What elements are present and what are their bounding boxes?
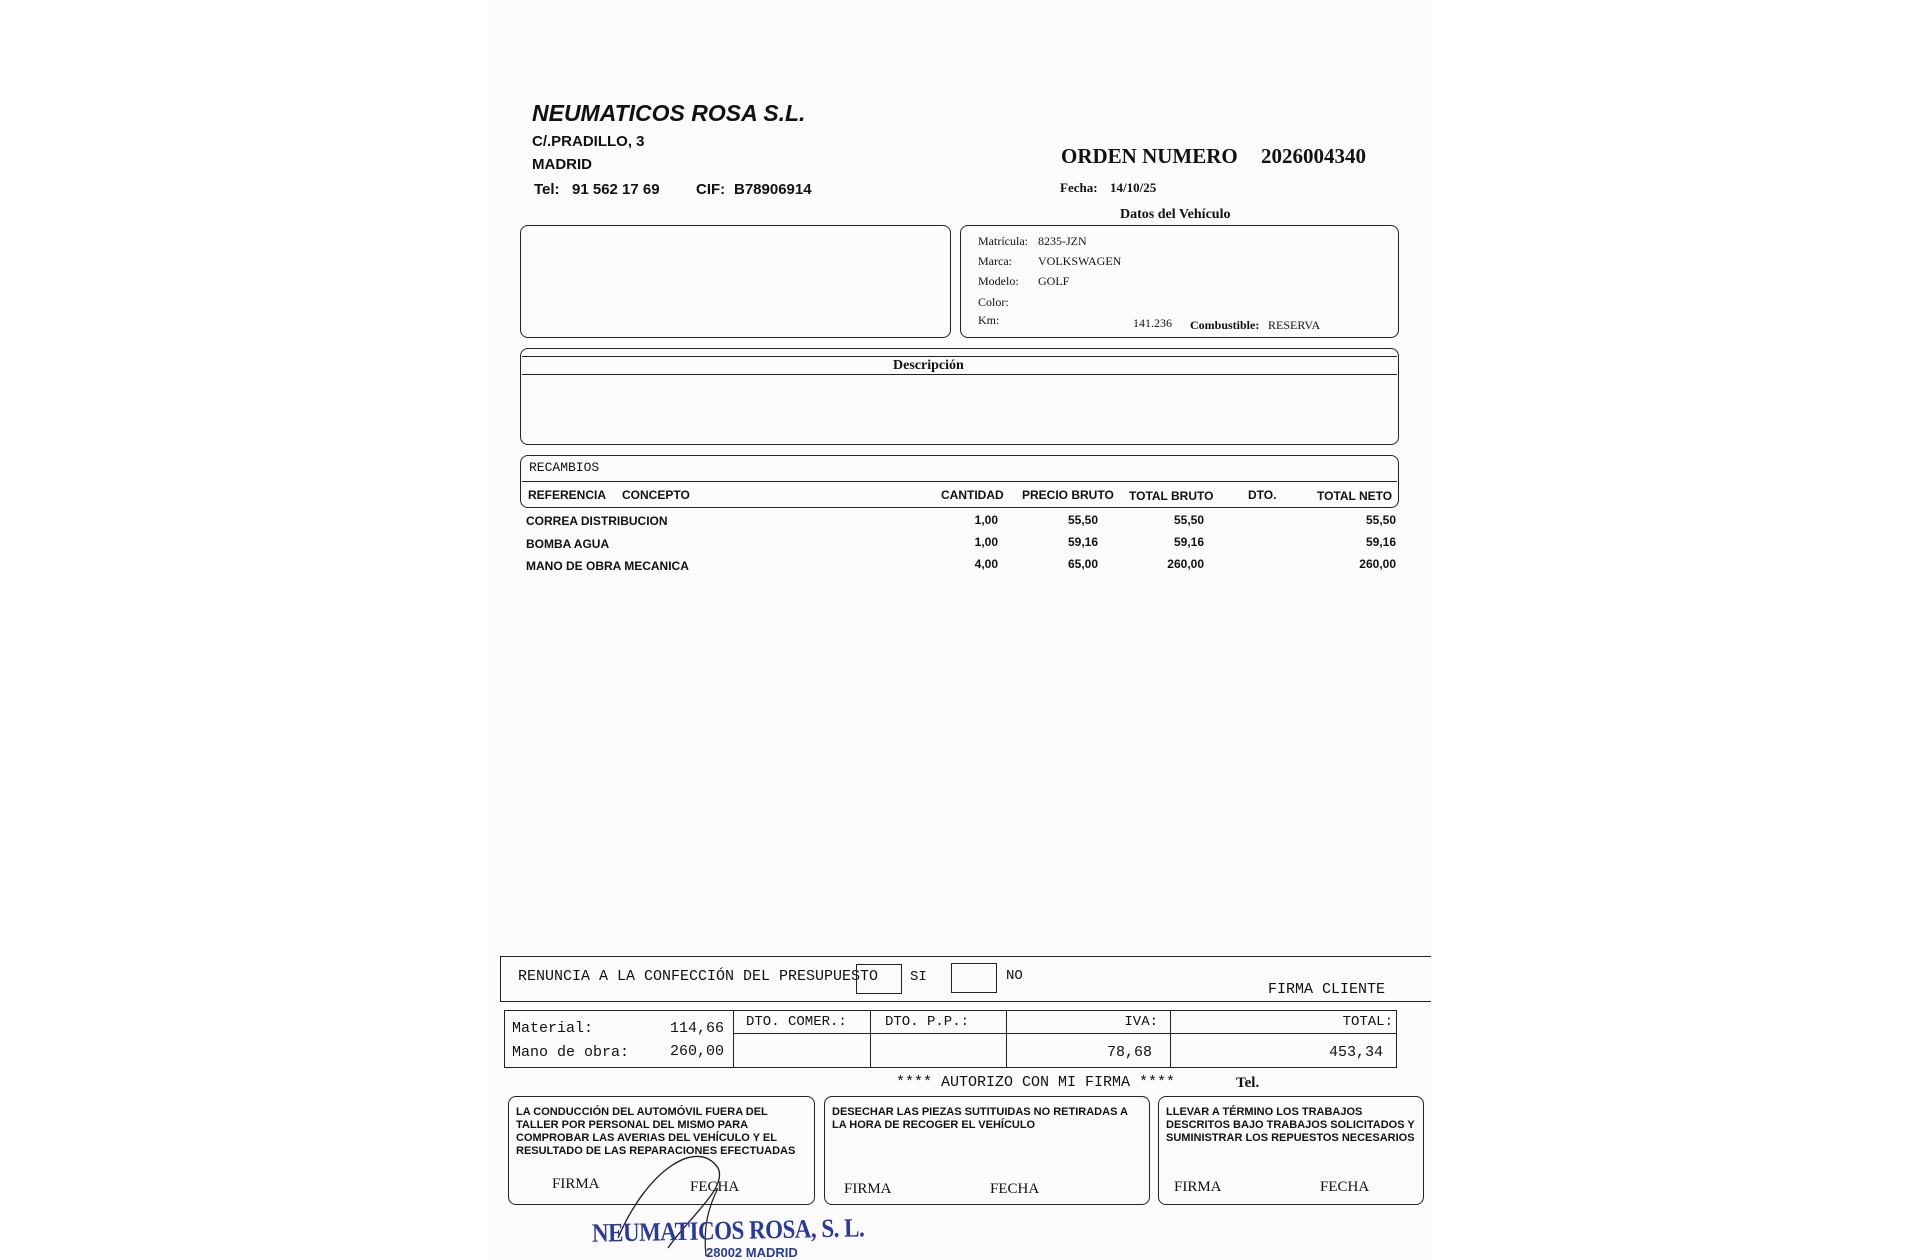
material-label: Material: [512,1020,594,1037]
order-label: ORDEN NUMERO [1061,144,1238,168]
vehicle-modelo: GOLF [1038,274,1070,288]
vehicle-km-label: Km: [978,313,1000,327]
presupuesto-top-rule [500,956,1431,957]
presupuesto-left-rule [500,956,501,1001]
no-checkbox[interactable] [951,963,997,993]
header-total-bruto: TOTAL BRUTO [1129,489,1214,503]
authorization-fecha: FECHA [1320,1179,1370,1195]
vehicle-combustible-label: Combustible: [1190,318,1260,332]
table-row-total-neto: 59,16 [1365,535,1396,549]
dto-comer-label: DTO. COMER.: [746,1014,847,1030]
vehicle-matricula-label: Matrícula: [978,234,1028,248]
order-date-label: Fecha: [1060,180,1098,195]
company-tel-label: Tel: [534,181,560,198]
company-city: MADRID [532,156,592,173]
totals-divider [1170,1010,1171,1068]
authorization-firma: FIRMA [844,1181,892,1197]
header-concepto: CONCEPTO [622,488,690,502]
header-cantidad: CANTIDAD [941,488,1004,502]
vehicle-matricula: 8235-JZN [1038,234,1087,248]
company-tel: 91 562 17 69 [572,181,660,198]
vehicle-modelo-label: Modelo: [978,274,1019,288]
vehicle-color-label: Color: [978,295,1009,309]
header-referencia: REFERENCIA [528,488,607,502]
table-row-cantidad: 1,00 [974,513,998,527]
table-row-precio-bruto: 59,16 [1067,535,1098,549]
authorization-fecha: FECHA [990,1181,1040,1197]
si-label: SI [910,969,927,985]
totals-header-rule [733,1033,1397,1034]
totals-divider [733,1010,734,1068]
header-precio-bruto: PRECIO BRUTO [1022,488,1114,502]
table-row-concepto: CORREA DISTRIBUCION [526,514,668,528]
authorization-fecha: FECHA [690,1179,740,1195]
authorization-text: LA CONDUCCIÓN DEL AUTOMÓVIL FUERA DEL TALLER POR PERSONAL DEL MISMO PARA COMPROBAR LAS AVERIAS DEL VEHÍCULO Y EL RESULTADO DE LAS REPARACIONES EFECTUADAS [516,1106,796,1157]
table-row-total-bruto: 59,16 [1173,535,1204,549]
customer-box [520,225,951,338]
totals-divider [870,1010,871,1068]
table-row-total-bruto: 260,00 [1167,557,1204,571]
description-top-rule [522,356,1397,357]
table-row-concepto: MANO DE OBRA MECANICA [526,559,689,573]
total-value: 453,34 [1328,1044,1383,1061]
stamp-city: 28002 MADRID [706,1245,798,1260]
iva-value: 78,68 [1106,1044,1152,1061]
recambios-header-rule [522,481,1397,482]
vehicle-km: 141.236 [1133,316,1172,330]
table-row-precio-bruto: 55,50 [1067,513,1098,527]
stamp-name: NEUMATICOS ROSA, S. L. [591,1213,865,1248]
vehicle-marca-label: Marca: [978,254,1012,268]
company-name: NEUMATICOS ROSA S.L. [532,100,806,126]
material-value: 114,66 [669,1020,724,1037]
table-row-concepto: BOMBA AGUA [526,537,610,551]
order-date: 14/10/25 [1110,180,1157,195]
table-row-total-bruto: 55,50 [1173,513,1204,527]
table-row-precio-bruto: 65,00 [1067,557,1098,571]
table-row-total-neto: 55,50 [1365,513,1396,527]
mano-obra-label: Mano de obra: [512,1044,630,1061]
description-title: Descripción [893,358,964,373]
authorization-firma: FIRMA [1174,1179,1222,1195]
company-cif-label: CIF: [696,181,726,198]
order-number: 2026004340 [1261,144,1366,168]
firma-cliente-label: FIRMA CLIENTE [1268,981,1386,998]
vehicle-combustible: RESERVA [1268,318,1321,332]
tel-short: Tel. [1236,1075,1260,1091]
total-label: TOTAL: [1342,1014,1393,1030]
mano-obra-value: 260,00 [669,1043,724,1060]
description-header-rule [522,374,1397,375]
presupuesto-text: RENUNCIA A LA CONFECCIÓN DEL PRESUPUESTO [518,968,879,985]
table-row-total-neto: 260,00 [1359,557,1396,571]
totals-divider [1006,1010,1007,1068]
vehicle-marca: VOLKSWAGEN [1038,254,1122,268]
dto-pp-label: DTO. P.P.: [885,1014,970,1030]
header-total-neto: TOTAL NETO [1317,489,1393,503]
company-cif: B78906914 [734,181,812,198]
presupuesto-bottom-rule [500,1001,1431,1002]
invoice-paper [488,0,1431,1260]
authorization-text: DESECHAR LAS PIEZAS SUTITUIDAS NO RETIRADAS A LA HORA DE RECOGER EL VEHÍCULO [832,1106,1128,1131]
recambios-title: RECAMBIOS [529,460,600,475]
si-checkbox[interactable] [856,964,902,994]
no-label: NO [1006,968,1023,984]
header-dto: DTO. [1248,488,1277,502]
table-row-cantidad: 4,00 [974,557,998,571]
authorization-text: LLEVAR A TÉRMINO LOS TRABAJOS DESCRITOS BAJO TRABAJOS SOLICITADOS Y SUMINISTRAR LOS REPUESTOS NECESARIOS [1166,1106,1415,1144]
iva-label: IVA: [1124,1014,1158,1030]
vehicle-title: Datos del Vehículo [1120,207,1231,222]
authorization-firma: FIRMA [552,1176,600,1192]
table-row-cantidad: 1,00 [974,535,998,549]
company-address: C/.PRADILLO, 3 [532,133,645,150]
autorizo-text: **** AUTORIZO CON MI FIRMA **** [896,1074,1176,1091]
